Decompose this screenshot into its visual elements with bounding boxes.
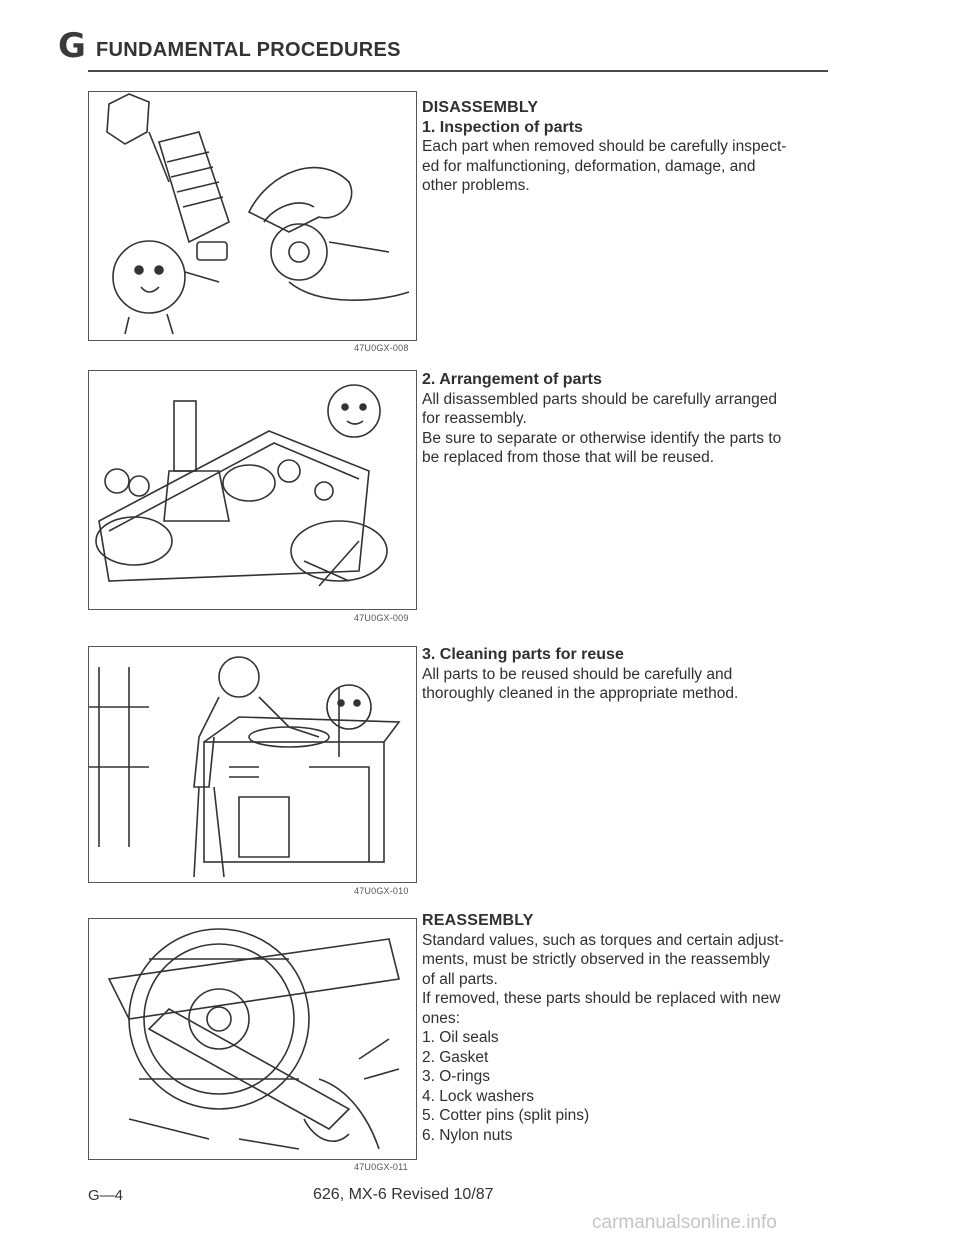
disassembly-section [422, 98, 832, 196]
figure-code: 47U0GX-008 [354, 343, 409, 353]
footer-revision: 626, MX-6 Revised 10/87 [313, 1186, 494, 1203]
page-header [58, 28, 828, 73]
figure-code: 47U0GX-010 [354, 886, 409, 896]
list-item: 6. Nylon nuts [422, 1126, 513, 1144]
section-heading: REASSEMBLY [422, 912, 534, 929]
body-line: of all parts. [422, 970, 498, 988]
figure-torque [88, 918, 417, 1160]
page-title: FUNDAMENTAL PROCEDURES [96, 39, 401, 61]
body-line: Be sure to separate or otherwise identify the parts to [422, 429, 782, 447]
body-line: All parts to be reused should be carefully and [422, 665, 733, 683]
inspection-illustration [89, 92, 416, 340]
item-title: 3. Cleaning parts for reuse [422, 646, 624, 663]
body-line: ones: [422, 1009, 460, 1027]
figure-inspection [88, 91, 417, 341]
body-line: be replaced from those that will be reused. [422, 449, 715, 466]
body-line: ments, must be strictly observed in the reassembly [422, 951, 771, 968]
list-item: 4. Lock washers [422, 1087, 534, 1105]
header-divider [88, 70, 828, 72]
cleaning-section [422, 645, 832, 704]
body-line: thoroughly cleaned in the appropriate method. [422, 685, 739, 702]
arrangement-section [422, 370, 832, 468]
figure-code: 47U0GX-011 [354, 1162, 408, 1172]
body-line: Standard values, such as torques and certain adjust- [422, 931, 784, 949]
body-line: other problems. [422, 177, 530, 194]
body-line: All disassembled parts should be carefully arranged [422, 390, 777, 408]
item-title: 2. Arrangement of parts [422, 371, 602, 388]
body-line: If removed, these parts should be replaced with new [422, 990, 781, 1007]
reassembly-section [422, 911, 832, 1145]
figure-arrangement [88, 370, 417, 610]
arrangement-illustration [89, 371, 416, 609]
body-line: for reassembly. [422, 410, 527, 427]
list-item: 5. Cotter pins (split pins) [422, 1107, 590, 1124]
section-heading: DISASSEMBLY [422, 99, 539, 116]
page-number: G—4 [88, 1187, 124, 1204]
torque-illustration [89, 919, 416, 1159]
list-item: 2. Gasket [422, 1048, 489, 1066]
body-line: Each part when removed should be carefully inspect- [422, 138, 787, 155]
section-letter: G [58, 26, 86, 66]
item-title: 1. Inspection of parts [422, 118, 583, 136]
body-line: ed for malfunctioning, deformation, damage, and [422, 157, 756, 175]
figure-code: 47U0GX-009 [354, 613, 409, 623]
figure-cleaning [88, 646, 417, 883]
cleaning-illustration [89, 647, 416, 882]
list-item: 3. O-rings [422, 1068, 491, 1085]
replacement-parts-list [422, 1028, 832, 1145]
list-item: 1. Oil seals [422, 1029, 499, 1046]
watermark: carmanualsonline.info [592, 1212, 777, 1233]
